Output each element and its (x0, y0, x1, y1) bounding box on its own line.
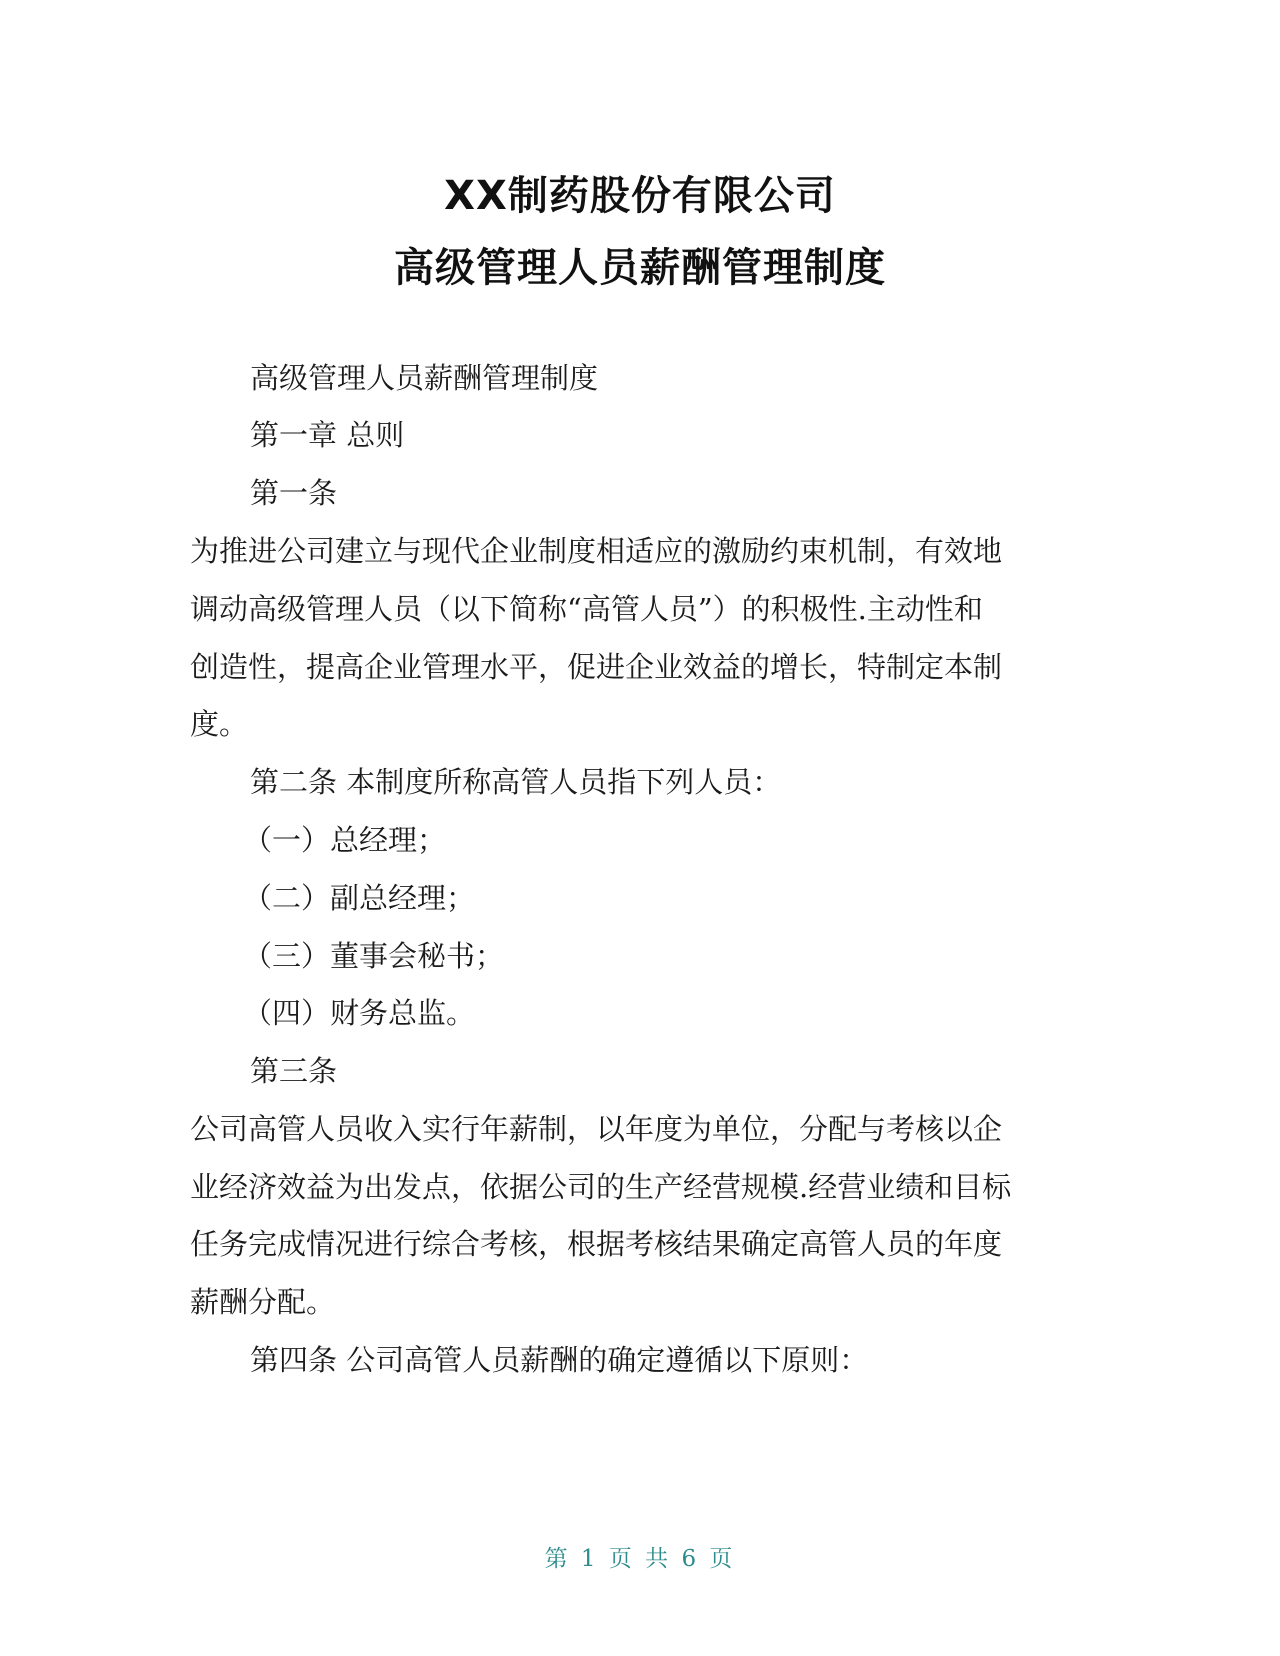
chapter-heading: 第一章 总则 (250, 418, 405, 452)
article-2-text: 第二条 本制度所称高管人员指下列人员： (250, 765, 782, 799)
paragraph-heading: 高级管理人员薪酬管理制度 (250, 361, 599, 395)
list-item: （一）总经理； (243, 823, 447, 857)
article-1-text-line: 为推进公司建立与现代企业制度相适应的激励约束机制，有效地 (190, 534, 1003, 568)
article-3-text-line: 任务完成情况进行综合考核，根据考核结果确定高管人员的年度 (190, 1227, 1003, 1261)
article-1-text-line: 创造性，提高企业管理水平，促进企业效益的增长，特制定本制 (190, 650, 1003, 684)
article-1-text-line: 调动高级管理人员（以下简称“高管人员”）的积极性.主动性和 (190, 592, 983, 626)
list-item: （三）董事会秘书； (243, 939, 505, 973)
article-3-text-line: 业经济效益为出发点，依据公司的生产经营规模.经营业绩和目标 (190, 1170, 1012, 1204)
document-title-company: XX制药股份有限公司 (444, 173, 836, 219)
article-1-text-line: 度。 (190, 707, 249, 741)
article-3-text-line: 公司高管人员收入实行年薪制，以年度为单位，分配与考核以企 (190, 1112, 1003, 1146)
page-number-footer: 第 1 页 共 6 页 (544, 1546, 736, 1572)
article-3-text-line: 薪酬分配。 (190, 1285, 336, 1319)
list-item: （四）财务总监。 (243, 996, 476, 1030)
list-item: （二）副总经理； (243, 881, 476, 915)
document-title-policy: 高级管理人员薪酬管理制度 (394, 245, 886, 291)
article-1-heading: 第一条 (250, 476, 338, 510)
article-4-text: 第四条 公司高管人员薪酬的确定遵循以下原则： (250, 1343, 869, 1377)
article-3-heading: 第三条 (250, 1054, 338, 1088)
